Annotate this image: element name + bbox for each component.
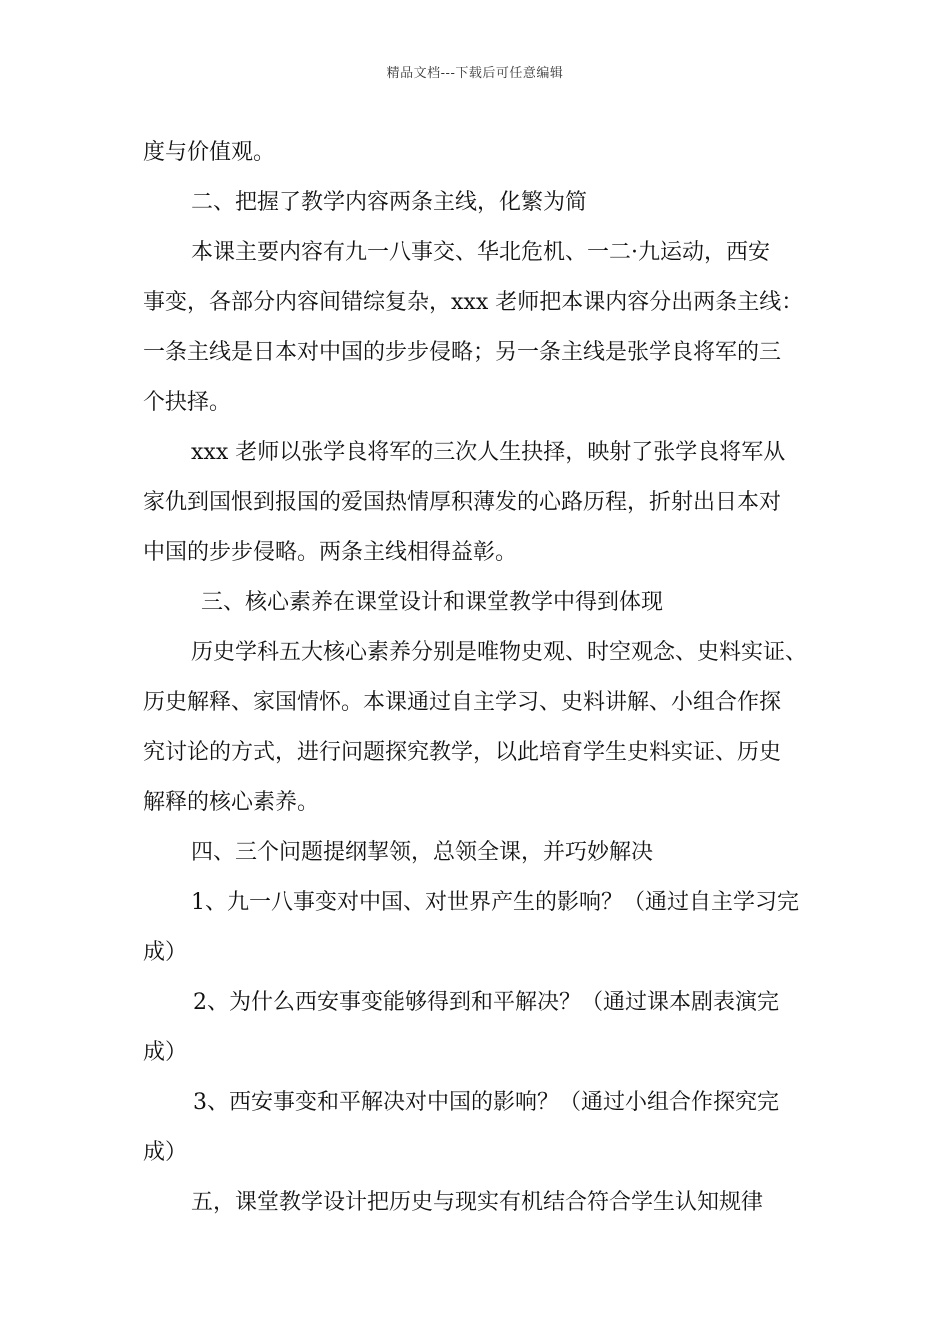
question-item-3: 3、西安事变和平解决对中国的影响？（通过小组合作探究完 [193,1090,779,1115]
paragraph-line: 历史学科五大核心素养分别是唯物史观、时空观念、史料实证、 [191,640,808,665]
paragraph-line: 解释的核心素养。 [143,790,320,815]
section-heading-4: 四、三个问题提纲挈领，总领全课，并巧妙解决 [191,840,654,865]
question-item-1: 1、九一八事变对中国、对世界产生的影响？（通过自主学习完 [191,890,799,915]
paragraph-line: 究讨论的方式，进行问题探究教学，以此培育学生史料实证、历史 [143,740,782,765]
paragraph-line: 成） [143,1040,188,1065]
paragraph-line: 家仇到国恨到报国的爱国热情厚积薄发的心路历程，折射出日本对 [143,490,782,515]
paragraph-line: 成） [143,940,188,965]
document-body [143,128,823,1228]
paragraph-line: 本课主要内容有九一八事交、华北危机、一二·九运动，西安 [191,240,770,265]
section-heading-2: 二、把握了教学内容两条主线，化繁为简 [191,190,588,215]
section-heading-5: 五，课堂教学设计把历史与现实有机结合符合学生认知规律 [191,1190,764,1215]
page-header: 精品文档---下载后可任意编辑 [386,66,564,81]
paragraph-line: xxx 老师以张学良将军的三次人生抉择，映射了张学良将军从 [191,440,786,465]
paragraph-line: 历史解释、家国情怀。本课通过自主学习、史料讲解、小组合作探 [143,690,782,715]
paragraph-line: 度与价值观。 [143,140,276,165]
paragraph-line: 个抉择。 [143,390,232,415]
paragraph-line: 中国的步步侵略。两条主线相得益彰。 [143,540,518,565]
question-item-2: 2、为什么西安事变能够得到和平解决？（通过课本剧表演完 [193,990,779,1015]
paragraph-line: 事变，各部分内容间错综复杂，xxx 老师把本课内容分出两条主线： [143,290,804,315]
section-heading-3: 三、核心素养在课堂设计和课堂教学中得到体现 [201,590,664,615]
paragraph-line: 一条主线是日本对中国的步步侵略；另一条主线是张学良将军的三 [143,340,782,365]
paragraph-line: 成） [143,1140,188,1165]
